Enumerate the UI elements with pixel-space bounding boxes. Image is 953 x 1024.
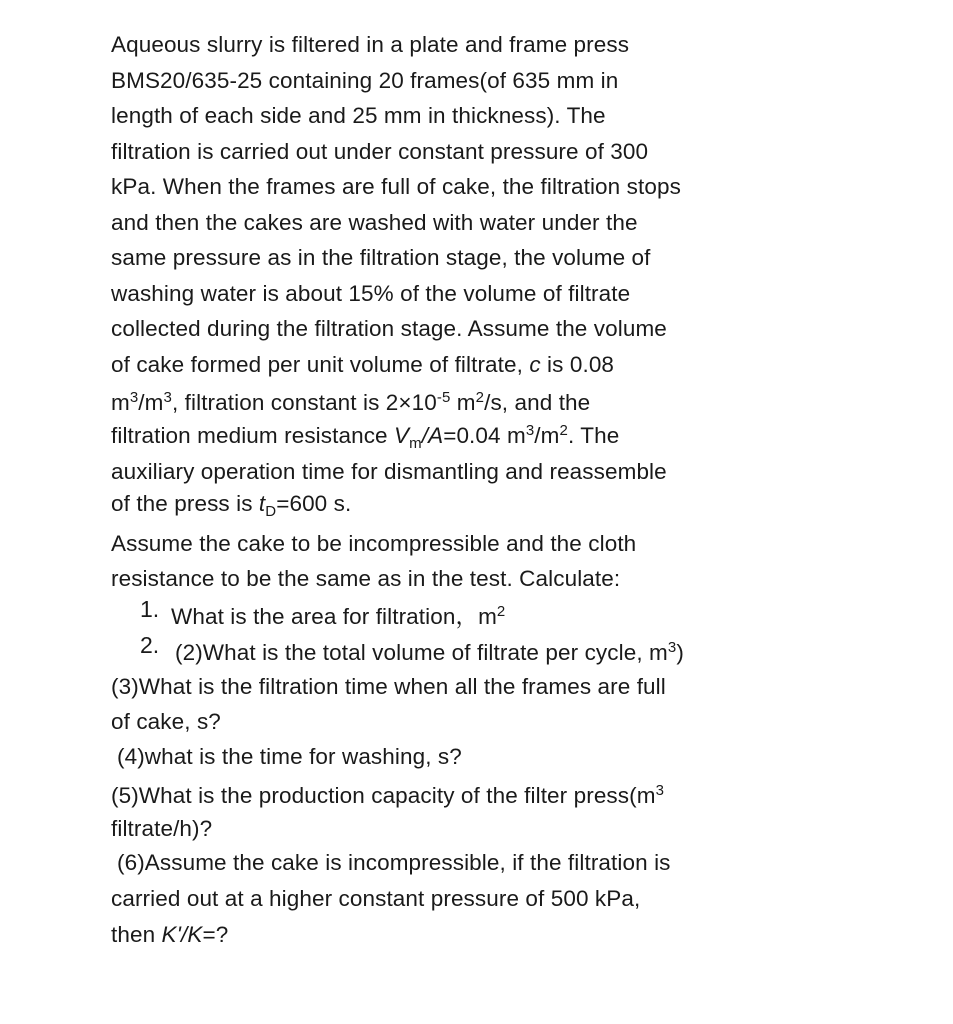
text-line: washing water is about 15% of the volume of filtrate [111,281,631,306]
text-line: kPa. When the frames are full of cake, the filtration stops [111,174,681,199]
question-line: then K'/K=? [111,922,229,947]
text-line: BMS20/635-25 containing 20 frames(of 635 mm in [111,68,619,93]
text-line: filtration medium resistance $V_m/A=0.04$ $m^3/m^2$. The [111,422,620,452]
text-line: collected during the filtration stage. Assume the volume [111,316,667,341]
list-number: 1. [140,596,160,622]
question-line: (5)What is the production capacity of the filter $press(m^3$ [111,782,665,808]
question-line: of cake, s? [111,709,221,734]
text-line: $m^3/m^3$, filtration constant is $2\times 10^{-5}$ $m^2/s$, and the [111,389,591,415]
question-line: (2)What is the total volume of filtrate per cycle, $m^3$) [175,639,684,665]
question-line: (4)what is the time for washing, s? [117,744,462,769]
question-line: (6)Assume the cake is incompressible, if the filtration is [117,850,671,875]
text-line: auxiliary operation time for dismantling and reassemble [111,459,667,484]
text-line: resistance to be the same as in the test. Calculate: [111,566,621,591]
text-line: filtration is carried out under constant pressure of 300 [111,139,649,164]
question-line: filtrate/h)? [111,816,213,841]
text-line: same pressure as in the filtration stage, the volume of [111,245,651,270]
text-line: and then the cakes are washed with water under the [111,210,638,235]
text-line: length of each side and 25 mm in thickness). The [111,103,606,128]
text-line: Assume the cake to be incompressible and the cloth [111,531,637,556]
text-line: of the press is $t_D=600$ s. [111,491,352,520]
text-line: Aqueous slurry is filtered in a plate and frame press [111,32,630,57]
text-line: of cake formed per unit volume of filtrate, c is 0.08 [111,352,615,377]
question-line: (3)What is the filtration time when all the frames are full [111,674,666,699]
list-number: 2. [140,632,160,658]
question-line: What is the area for filtration，$m^2$ [171,603,506,629]
question-line: carried out at a higher constant pressure of 500 kPa, [111,886,641,911]
